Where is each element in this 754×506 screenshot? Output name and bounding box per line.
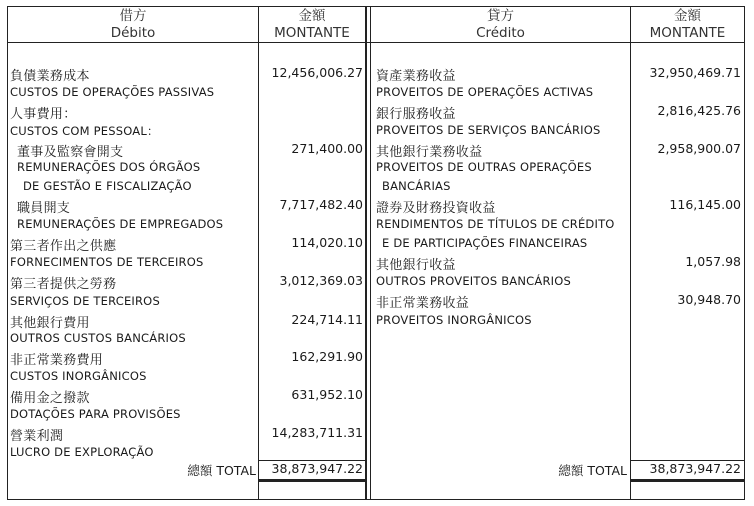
debit-item-zh: 第三者作出之供應 bbox=[10, 239, 117, 254]
debit-item-pt: CUSTOS INORGÂNICOS bbox=[10, 369, 147, 383]
column-divider bbox=[630, 6, 631, 500]
credit-amount: 30,948.70 bbox=[677, 292, 741, 307]
debit-amount: 14,283,711.31 bbox=[271, 425, 363, 440]
debit-item-zh: 人事費用： bbox=[10, 107, 77, 122]
credit-item-zh: 資產業務收益 bbox=[376, 69, 456, 84]
debit-item-pt: CUSTOS DE OPERAÇÕES PASSIVAS bbox=[10, 85, 215, 99]
credit-header bbox=[371, 8, 630, 42]
debit-amount: 3,012,369.03 bbox=[279, 273, 363, 288]
debit-item-pt: OUTROS CUSTOS BANCÁRIOS bbox=[10, 331, 186, 345]
credit-amount: 2,816,425.76 bbox=[657, 103, 741, 118]
credit-header-zh: 貸方 bbox=[487, 8, 514, 24]
amount-header-zh: 金額 bbox=[674, 8, 701, 24]
credit-item-zh: 非正常業務收益 bbox=[376, 296, 470, 311]
credit-header-pt: Crédito bbox=[476, 25, 525, 41]
column-divider bbox=[370, 6, 371, 500]
debit-item-pt: REMUNERAÇÕES DOS ÓRGÃOS bbox=[17, 160, 201, 174]
credit-total-amount: 38,873,947.22 bbox=[649, 461, 741, 476]
column-divider bbox=[7, 6, 8, 500]
total-double-rule bbox=[258, 479, 365, 482]
debit-item-zh: 非正常業務費用 bbox=[10, 353, 104, 368]
credit-item-pt-cont: E DE PARTICIPAÇÕES FINANCEIRAS bbox=[382, 236, 588, 250]
header-top-rule bbox=[7, 6, 745, 7]
credit-item-pt: PROVEITOS DE OUTRAS OPERAÇÕES bbox=[376, 160, 592, 174]
debit-item-zh: 職員開支 bbox=[17, 201, 71, 216]
debit-item-zh: 董事及監察會開支 bbox=[17, 145, 124, 160]
debit-amount: 631,952.10 bbox=[291, 387, 363, 402]
credit-item-zh: 其他銀行收益 bbox=[376, 258, 456, 273]
debit-item-pt: CUSTOS COM PESSOAL： bbox=[10, 124, 159, 138]
header-bottom-rule bbox=[7, 42, 745, 43]
credit-item-zh: 證券及財務投資收益 bbox=[376, 201, 496, 216]
debit-amount: 271,400.00 bbox=[291, 141, 363, 156]
credit-total-label: 總額 TOTAL bbox=[558, 463, 627, 478]
debit-amount: 7,717,482.40 bbox=[279, 197, 363, 212]
column-divider bbox=[365, 6, 367, 500]
credit-amount: 116,145.00 bbox=[669, 197, 741, 212]
debit-header-zh: 借方 bbox=[119, 8, 147, 24]
debit-item-zh: 負債業務成本 bbox=[10, 69, 90, 84]
credit-amount: 2,958,900.07 bbox=[657, 141, 741, 156]
debit-item-zh: 營業利潤 bbox=[10, 429, 64, 444]
amount-header-pt: MONTANTE bbox=[274, 25, 350, 41]
credit-amount: 1,057.98 bbox=[685, 254, 741, 269]
credit-item-zh: 其他銀行業務收益 bbox=[376, 145, 483, 160]
debit-amount: 114,020.10 bbox=[291, 235, 363, 250]
credit-item-zh: 銀行服務收益 bbox=[376, 107, 456, 122]
debit-item-zh: 備用金之撥款 bbox=[10, 391, 90, 406]
debit-item-pt: LUCRO DE EXPLORAÇÃO bbox=[10, 445, 154, 459]
debit-item-zh: 第三者提供之勞務 bbox=[10, 277, 117, 292]
debit-item-pt: FORNECIMENTOS DE TERCEIROS bbox=[10, 255, 204, 269]
column-divider bbox=[744, 6, 745, 500]
credit-item-pt: RENDIMENTOS DE TÍTULOS DE CRÉDITO bbox=[376, 217, 615, 231]
debit-amount: 162,291.90 bbox=[291, 349, 363, 364]
debit-item-pt: REMUNERAÇÕES DE EMPREGADOS bbox=[17, 217, 224, 231]
total-double-rule bbox=[630, 479, 744, 482]
debit-item-pt-cont: DE GESTÃO E FISCALIZAÇÃO bbox=[23, 179, 192, 193]
table-bottom-rule bbox=[7, 499, 745, 500]
credit-item-pt-cont: BANCÁRIAS bbox=[382, 179, 451, 193]
credit-item-pt: OUTROS PROVEITOS BANCÁRIOS bbox=[376, 274, 572, 288]
debit-amount: 12,456,006.27 bbox=[271, 65, 363, 80]
debit-total-label: 總額 TOTAL bbox=[187, 463, 256, 478]
debit-header bbox=[8, 8, 258, 42]
debit-item-pt: SERVIÇOS DE TERCEIROS bbox=[10, 294, 160, 308]
credit-item-pt: PROVEITOS INORGÂNICOS bbox=[376, 313, 532, 327]
debit-amount: 224,714.11 bbox=[291, 312, 363, 327]
debit-header-pt: Débito bbox=[110, 25, 156, 41]
credit-amount-header bbox=[631, 8, 744, 42]
debit-item-pt: DOTAÇÕES PARA PROVISÕES bbox=[10, 407, 181, 421]
credit-item-pt: PROVEITOS DE SERVIÇOS BANCÁRIOS bbox=[376, 123, 601, 137]
debit-total-amount: 38,873,947.22 bbox=[271, 461, 363, 476]
amount-header-zh: 金額 bbox=[298, 8, 326, 24]
credit-item-pt: PROVEITOS DE OPERAÇÕES ACTIVAS bbox=[376, 85, 594, 99]
debit-amount-header bbox=[259, 8, 365, 42]
amount-header-pt: MONTANTE bbox=[649, 25, 726, 41]
credit-amount: 32,950,469.71 bbox=[649, 65, 741, 80]
debit-item-zh: 其他銀行費用 bbox=[10, 316, 90, 331]
